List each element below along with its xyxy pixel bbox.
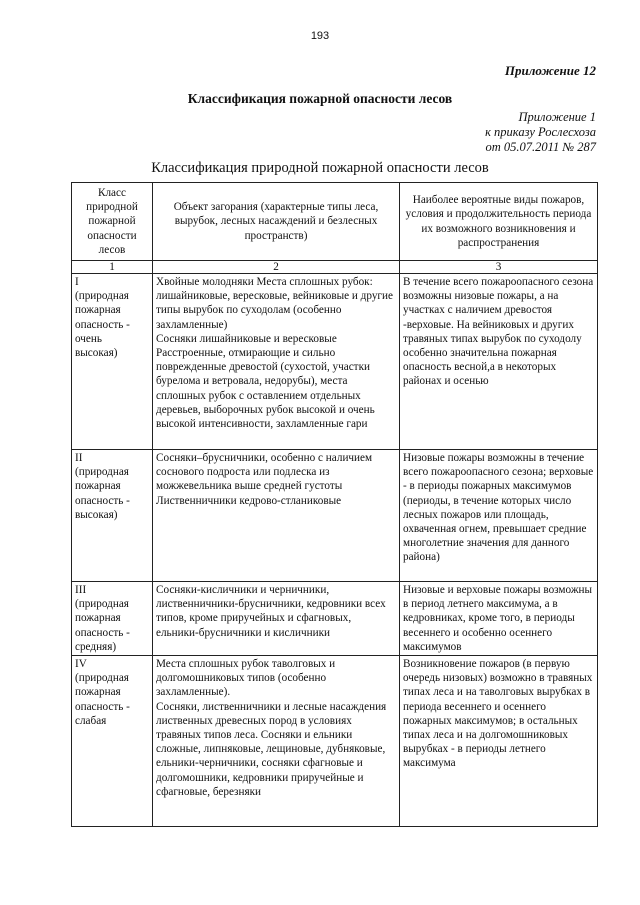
column-number: 1 [72, 261, 153, 274]
column-number-row [72, 261, 598, 274]
row-conditions-cell: В течение всего пожароопасного сезона возможны низовые пожары, а на участках с наличием древостоя -верховые. На вейниковых и других травяных типах вырубок по суходолу особенно значительна пожарная опасность весной,а в некоторых районах и осенью [400, 274, 598, 450]
column-number: 2 [153, 261, 400, 274]
header-object: Объект загорания (характерные типы леса, вырубок, лесных насаждений и безлесных пространств) [153, 183, 400, 261]
row-class-cell: IV (природная пожарная опасность - слабая [72, 656, 153, 827]
column-number: 3 [400, 261, 598, 274]
order-ref-line-3: от 05.07.2011 № 287 [485, 140, 596, 154]
fire-danger-table [71, 182, 598, 827]
order-ref-line-2: к приказу Рослесхоза [485, 125, 596, 139]
row-object-cell: Сосняки-кисличники и черничники, лиственничники-брусничники, кедровники всех типов, кроме приручейных и сфагновых, ельники-брусничники и кисличники [153, 582, 400, 656]
row-conditions-cell: Возникновение пожаров (в первую очередь низовых) возможно в травяных типах леса и на таволговых вырубках в периода весеннего и осеннего пожарных максимумов; в остальных типах леса и на долгомошниковых вырубках - в периоды летнего максимума [400, 656, 598, 827]
main-title: Классификация пожарной опасности лесов [187, 91, 453, 106]
table-title: Классификация природной пожарной опасности лесов [151, 160, 489, 176]
appendix-label: Приложение 12 [504, 63, 596, 78]
table-row [72, 274, 598, 450]
table-row [72, 450, 598, 582]
row-conditions-cell: Низовые пожары возможны в течение всего пожароопасного сезона; верховые - в периоды пожарных максимумов (периоды, в течение которых число лесных пожаров или площадь, охваченная огнем, превышает средние многолетние значения для данного района) [400, 450, 598, 582]
table-header-row [72, 183, 598, 261]
order-reference [485, 110, 596, 155]
row-class-cell: I (природная пожарная опасность - очень высокая) [72, 274, 153, 450]
header-conditions: Наиболее вероятные виды пожаров, условия и продолжительность периода их возможного возникновения и распространения [400, 183, 598, 261]
row-object-cell: Хвойные молодняки Места сплошных рубок: лишайниковые, вересковые, вейниковые и другие типы вырубок по суходолам (особенно захламленные) Сосняки лишайниковые и вересковые Расстроенные, отмирающие и сильно поврежденные древостой (сухостой, участки бурелома и ветровала, недорубы), места сплошных рубок с оставлением отдельных деревьев, выборочных рубок высокой и очень высокой интенсивности, захламленные гари [153, 274, 400, 450]
page-number: 193 [310, 30, 330, 42]
table-row [72, 656, 598, 827]
order-ref-line-1: Приложение 1 [518, 110, 596, 124]
table-row [72, 582, 598, 656]
header-class: Класс природной пожарной опасности лесов [72, 183, 153, 261]
row-object-cell: Места сплошных рубок таволговых и долгомошниковых типов (особенно захламленные). Сосняки, лиственничники и лесные насаждения лиственных древесных пород в условиях травяных типов леса. Сосняки и ельники сложные, липняковые, лещиновые, дубняковые, ельники-черничники, сосняки сфагновые и долгомошники, кедровники приручейные и сфагновые, березняки [153, 656, 400, 827]
row-class-cell: III (природная пожарная опасность - средняя) [72, 582, 153, 656]
row-conditions-cell: Низовые и верховые пожары возможны в период летнего максимума, а в кедровниках, кроме того, в периоды весеннего и особенно осеннего максимумов [400, 582, 598, 656]
row-object-cell: Сосняки–брусничники, особенно с наличием соснового подроста или подлеска из можжевельника выше средней густоты Лиственничники кедрово-стланиковые [153, 450, 400, 582]
row-class-cell: II (природная пожарная опасность - высокая) [72, 450, 153, 582]
